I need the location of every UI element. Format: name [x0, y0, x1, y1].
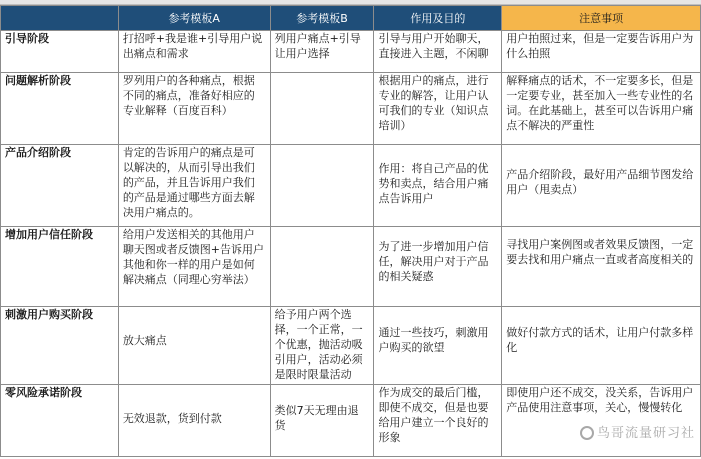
header-template-b[interactable]: 参考模板B — [270, 6, 374, 31]
purpose-cell[interactable]: 根据用户的痛点，进行专业的解答，让用户认可我们的专业（知识点培训） — [374, 73, 502, 145]
template-a-cell[interactable]: 打招呼+我是谁+引导用户说出痛点和需求 — [118, 31, 270, 73]
template-b-cell[interactable]: 给予用户两个选择，一个正常，一个优惠，抛活动吸引用户，活动必须是限时限量活动 — [270, 307, 374, 385]
template-a-cell[interactable]: 罗列用户的各种痛点，根据不同的痛点，准备好相应的专业解释（百度百科） — [118, 73, 270, 145]
table-row — [1, 385, 701, 457]
stage-cell[interactable]: 零风险承诺阶段 — [1, 385, 119, 457]
notes-cell[interactable]: 产品介绍阶段，最好用产品细节图发给用户（甩卖点） — [502, 145, 701, 227]
template-b-cell[interactable] — [270, 73, 374, 145]
watermark-text: 鸟哥流量研习社 — [596, 426, 695, 441]
header-purpose[interactable]: 作用及目的 — [374, 6, 502, 31]
table-row — [1, 145, 701, 227]
notes-cell[interactable]: 用户拍照过来，但是一定要告诉用户为什么拍照 — [502, 31, 701, 73]
header-stage[interactable] — [1, 6, 119, 31]
purpose-cell[interactable]: 作用：将自己产品的优势和卖点，结合用户痛点告诉用户 — [374, 145, 502, 227]
table-row — [1, 31, 701, 73]
template-a-cell[interactable]: 无效退款，货到付款 — [118, 385, 270, 457]
notes-cell[interactable]: 做好付款方式的话术，让用户付款多样化 — [502, 307, 701, 385]
template-a-cell[interactable]: 给用户发送相关的其他用户聊天图或者反馈图+告诉用户其他和你一样的用户是如何解决痛点（同理心穷举法） — [118, 227, 270, 307]
purpose-cell[interactable]: 作为成交的最后门槛，即使不成交，但是也要给用户建立一个良好的形象 — [374, 385, 502, 457]
header-row — [1, 6, 701, 31]
stage-cell[interactable]: 产品介绍阶段 — [1, 145, 119, 227]
stage-cell[interactable]: 引导阶段 — [1, 31, 119, 73]
purpose-cell[interactable]: 为了进一步增加用户信任，解决用户对于产品的相关疑惑 — [374, 227, 502, 307]
template-b-cell[interactable]: 类似7天无理由退货 — [270, 385, 374, 457]
watermark — [580, 422, 695, 441]
stage-cell[interactable]: 增加用户信任阶段 — [1, 227, 119, 307]
stage-cell[interactable]: 刺激用户购买阶段 — [1, 307, 119, 385]
table-row — [1, 227, 701, 307]
template-b-cell[interactable] — [270, 145, 374, 227]
notes-cell[interactable]: 即使用户还不成交，没关系，告诉用户产品使用注意事项，关心，慢慢转化 — [502, 385, 701, 457]
wechat-logo-icon — [580, 426, 594, 440]
header-notes[interactable]: 注意事项 — [502, 6, 701, 31]
stage-cell[interactable]: 问题解析阶段 — [1, 73, 119, 145]
table-row — [1, 73, 701, 145]
notes-cell[interactable]: 解释痛点的话术，不一定要多长，但是一定要专业，甚至加入一些专业性的名词。在此基础上，甚至可以告诉用户痛点不解决的严重性 — [502, 73, 701, 145]
purpose-cell[interactable]: 通过一些技巧，刺激用户购买的欲望 — [374, 307, 502, 385]
script-template-table — [0, 5, 701, 457]
template-a-cell[interactable]: 放大痛点 — [118, 307, 270, 385]
notes-cell[interactable]: 寻找用户案例图或者效果反馈图，一定要去找和用户痛点一直或者高度相关的 — [502, 227, 701, 307]
template-b-cell[interactable]: 列用户痛点+引导让用户选择 — [270, 31, 374, 73]
template-a-cell[interactable]: 肯定的告诉用户的痛点是可以解决的，从而引导出我们的产品，并且告诉用户我们的产品是通过哪些方面去解决用户痛点的。 — [118, 145, 270, 227]
purpose-cell[interactable]: 引导与用户开始聊天，直接进入主题，不闲聊 — [374, 31, 502, 73]
table-row — [1, 307, 701, 385]
header-template-a[interactable]: 参考模板A — [118, 6, 270, 31]
template-b-cell[interactable] — [270, 227, 374, 307]
